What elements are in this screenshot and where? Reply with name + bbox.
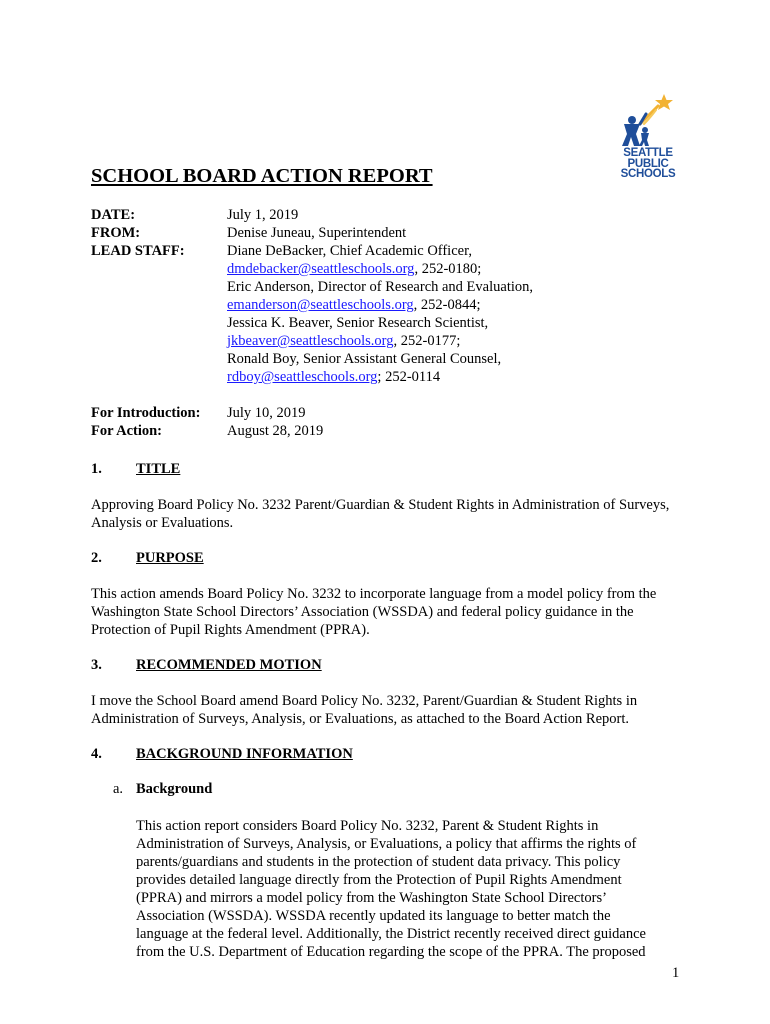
subsection-letter: a. xyxy=(113,781,124,797)
logo-text-line-1: SEATTLE xyxy=(623,147,673,159)
section-purpose-title: PURPOSE xyxy=(136,550,204,566)
staff-name-line: Jessica K. Beaver, Senior Research Scientist, xyxy=(227,315,489,331)
section-background-title: BACKGROUND INFORMATION xyxy=(136,746,353,762)
staff-name-line: Ronald Boy, Senior Assistant General Counsel, xyxy=(227,351,502,367)
staff-name-line: Eric Anderson, Director of Research and Evaluation, xyxy=(227,279,534,295)
section-motion-title: RECOMMENDED MOTION xyxy=(136,657,322,673)
staff-contact-line: jkbeaver@seattleschools.org, 252-0177; xyxy=(227,333,461,349)
section-purpose-body: This action amends Board Policy No. 3232 to incorporate language from a model policy from the Washington State School Directors’ Association (WSSDA) and federal policy guidance in the Protection of Pupil Rights Amendment (PPRA). xyxy=(91,586,657,638)
from-value: Denise Juneau, Superintendent xyxy=(227,225,407,241)
subsection-body: This action report considers Board Policy No. 3232, Parent & Student Rights in Administration of Surveys, Analysis, or Evaluations, a policy that affirms the rights of parents/guardians and students in the protection of student data privacy. This policy provides detailed language directly from the Protection of Pupil Rights Amendment (PPRA) and mirrors a model policy from the Washington State School Directors’ Association (WSSDA). WSSDA recently updated its language to better match the language at the federal level. Additionally, the District recently received direct guidance from the U.S. Department of Education regarding the scope of the PPRA. The proposed xyxy=(136,818,646,960)
action-date: August 28, 2019 xyxy=(227,423,324,439)
lead-staff-label: LEAD STAFF: xyxy=(91,243,185,259)
section-motion-body: I move the School Board amend Board Policy No. 3232, Parent/Guardian & Student Rights in Administration of Surveys, Analysis, or Evaluations, as attached to the Board Action Report. xyxy=(91,693,638,727)
report-title: SCHOOL BOARD ACTION REPORT xyxy=(91,165,433,187)
section-number: 1. xyxy=(91,461,102,477)
subsection-title: Background xyxy=(136,781,213,797)
section-title-title: TITLE xyxy=(136,461,181,477)
staff-contact-line: emanderson@seattleschools.org, 252-0844; xyxy=(227,297,481,313)
logo-text-line-2: PUBLIC xyxy=(627,157,669,170)
staff-contact-line: rdboy@seattleschools.org; 252-0114 xyxy=(227,369,441,385)
introduction-label: For Introduction: xyxy=(91,405,201,421)
date-label: DATE: xyxy=(91,207,136,223)
section-number: 4. xyxy=(91,746,102,762)
date-value: July 1, 2019 xyxy=(227,207,299,223)
lead-staff-value: Diane DeBacker, Chief Academic Officer, xyxy=(227,243,472,259)
email-link[interactable]: jkbeaver@seattleschools.org xyxy=(227,333,394,349)
introduction-date: July 10, 2019 xyxy=(227,405,306,421)
section-number: 2. xyxy=(91,550,102,566)
staff-contact-line: dmdebacker@seattleschools.org, 252-0180; xyxy=(227,261,482,277)
logo-text-line-3: SCHOOLS xyxy=(620,168,676,180)
action-label: For Action: xyxy=(91,423,163,439)
from-label: FROM: xyxy=(91,225,141,241)
section-number: 3. xyxy=(91,657,102,673)
email-link[interactable]: dmdebacker@seattleschools.org xyxy=(227,261,415,277)
section-title-body: Approving Board Policy No. 3232 Parent/Guardian & Student Rights in Administration of Surveys, Analysis or Evaluations. xyxy=(91,497,670,531)
email-link[interactable]: rdboy@seattleschools.org xyxy=(227,369,378,385)
email-link[interactable]: emanderson@seattleschools.org xyxy=(227,297,414,313)
page-number: 1 xyxy=(672,965,680,981)
